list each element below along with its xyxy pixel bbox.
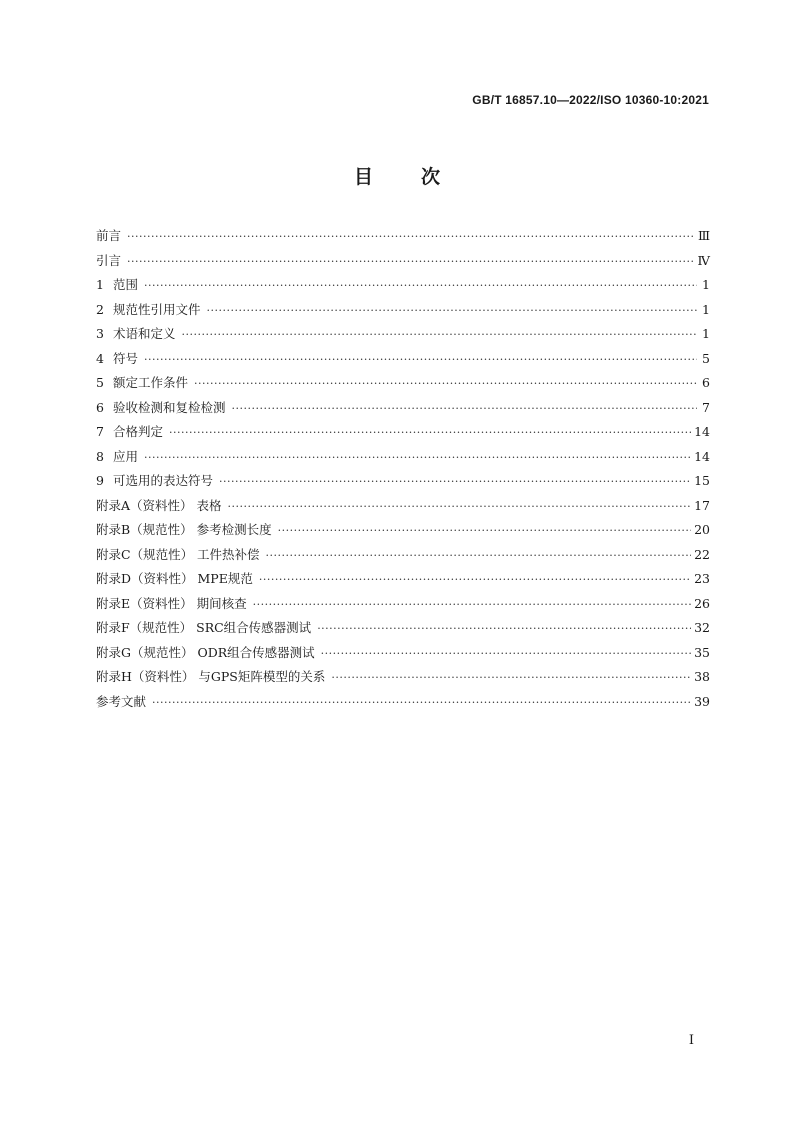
- leader-dots: [207, 302, 697, 317]
- toc-entry-number: 7: [96, 424, 104, 439]
- toc-entry-label: 附录C（规范性） 工件热补偿: [96, 546, 260, 562]
- toc-entry-annex-f[interactable]: [96, 618, 710, 643]
- leader-dots: [259, 571, 691, 586]
- toc-entry-number: 5: [96, 375, 104, 390]
- toc-entry-label: 附录E（资料性） 期间核查: [96, 595, 247, 611]
- toc-entry-annex-d[interactable]: [96, 569, 710, 594]
- toc-entry-annex-h[interactable]: [96, 667, 710, 692]
- leader-dots: [152, 694, 691, 709]
- toc-entry-number: 4: [96, 350, 104, 366]
- toc-entry-label: 引言: [96, 252, 122, 268]
- toc-entry-annex-a[interactable]: [96, 496, 710, 521]
- toc-entry-label: 4 符号: [96, 350, 139, 366]
- leader-dots: [253, 596, 691, 611]
- leader-dots: [321, 645, 691, 660]
- toc-page-number: 15: [694, 473, 710, 488]
- toc-page-number: 38: [694, 669, 710, 684]
- toc-page-number: 1: [702, 277, 710, 292]
- toc-entry-label: 附录H（资料性） 与GPS矩阵模型的关系: [96, 669, 326, 684]
- leader-dots: [278, 522, 691, 537]
- leader-dots: [266, 547, 692, 562]
- leader-dots: [127, 228, 695, 243]
- toc-entry-label: 5 额定工作条件: [96, 375, 189, 390]
- toc-entry-label: 附录D（资料性） MPE规范: [96, 571, 253, 586]
- leader-dots: [144, 277, 697, 292]
- leader-dots: [219, 473, 691, 488]
- table-of-contents: [96, 226, 710, 716]
- toc-entry-label: 6 验收检测和复检检测: [96, 399, 226, 415]
- toc-entry-annex-e[interactable]: [96, 594, 710, 619]
- toc-page-number: Ⅳ: [697, 252, 710, 268]
- toc-entry-annex-g[interactable]: [96, 643, 710, 668]
- toc-entry-label: 附录B（规范性） 参考检测长度: [96, 522, 272, 537]
- toc-entry-4[interactable]: [96, 349, 710, 374]
- toc-page-number: 26: [694, 595, 710, 611]
- toc-entry-number: 3: [96, 326, 104, 341]
- toc-entry-7[interactable]: [96, 422, 710, 447]
- toc-page-number: 6: [702, 375, 710, 390]
- toc-entry-5[interactable]: [96, 373, 710, 398]
- toc-entry-label: 1 范围: [96, 277, 139, 292]
- toc-entry-6[interactable]: [96, 398, 710, 423]
- toc-entry-1[interactable]: [96, 275, 710, 300]
- toc-entry-annex-c[interactable]: [96, 545, 710, 570]
- leader-dots: [169, 424, 691, 439]
- toc-page-number: 22: [694, 546, 710, 562]
- toc-page-number: 1: [702, 301, 710, 317]
- toc-entry-2[interactable]: [96, 300, 710, 325]
- leader-dots: [228, 498, 692, 513]
- toc-page-number: 1: [702, 326, 710, 341]
- toc-entry-label: 参考文献: [96, 693, 147, 709]
- toc-entry-bibliography[interactable]: [96, 692, 710, 717]
- toc-entry-introduction[interactable]: [96, 251, 710, 276]
- toc-entry-label: 附录A（资料性） 表格: [96, 497, 222, 513]
- toc-entry-label: 7 合格判定: [96, 424, 164, 439]
- toc-entry-number: 8: [96, 448, 104, 464]
- toc-entry-label: 附录G（规范性） ODR组合传感器测试: [96, 644, 315, 660]
- toc-entry-label: 2 规范性引用文件: [96, 301, 201, 317]
- toc-entry-label: 前言: [96, 228, 122, 243]
- toc-entry-number: 1: [96, 277, 104, 292]
- toc-page-number: 7: [702, 399, 710, 415]
- toc-entry-annex-b[interactable]: [96, 520, 710, 545]
- toc-entry-label: 3 术语和定义: [96, 326, 176, 341]
- toc-page-number: 23: [694, 571, 710, 586]
- toc-page-number: 32: [694, 620, 710, 635]
- toc-entry-foreword[interactable]: [96, 226, 710, 251]
- toc-page-number: 20: [694, 522, 710, 537]
- leader-dots: [182, 326, 697, 341]
- leader-dots: [331, 669, 691, 684]
- leader-dots: [194, 375, 697, 390]
- toc-entry-9[interactable]: [96, 471, 710, 496]
- leader-dots: [144, 351, 697, 366]
- toc-page-number: 5: [702, 350, 710, 366]
- leader-dots: [144, 449, 691, 464]
- toc-entry-8[interactable]: [96, 447, 710, 472]
- page-number: I: [688, 1033, 694, 1048]
- toc-entry-label: 9 可选用的表达符号: [96, 473, 214, 488]
- toc-entry-label: 8 应用: [96, 448, 139, 464]
- toc-entry-number: 9: [96, 473, 104, 488]
- toc-page-number: 35: [694, 644, 710, 660]
- leader-dots: [127, 253, 694, 268]
- toc-page-number: 14: [694, 424, 710, 439]
- toc-page-number: Ⅲ: [697, 228, 710, 243]
- page-title: 目次: [353, 166, 488, 188]
- toc-entry-label: 附录F（规范性） SRC组合传感器测试: [96, 620, 312, 635]
- leader-dots: [317, 620, 691, 635]
- toc-page-number: 39: [694, 693, 710, 709]
- toc-entry-3[interactable]: [96, 324, 710, 349]
- toc-entry-number: 2: [96, 301, 104, 317]
- toc-entry-number: 6: [96, 399, 104, 415]
- toc-page-number: 14: [694, 448, 710, 464]
- toc-page-number: 17: [694, 497, 710, 513]
- leader-dots: [232, 400, 697, 415]
- standard-code-header: GB/T 16857.10—2022/ISO 10360-10:2021: [472, 93, 709, 107]
